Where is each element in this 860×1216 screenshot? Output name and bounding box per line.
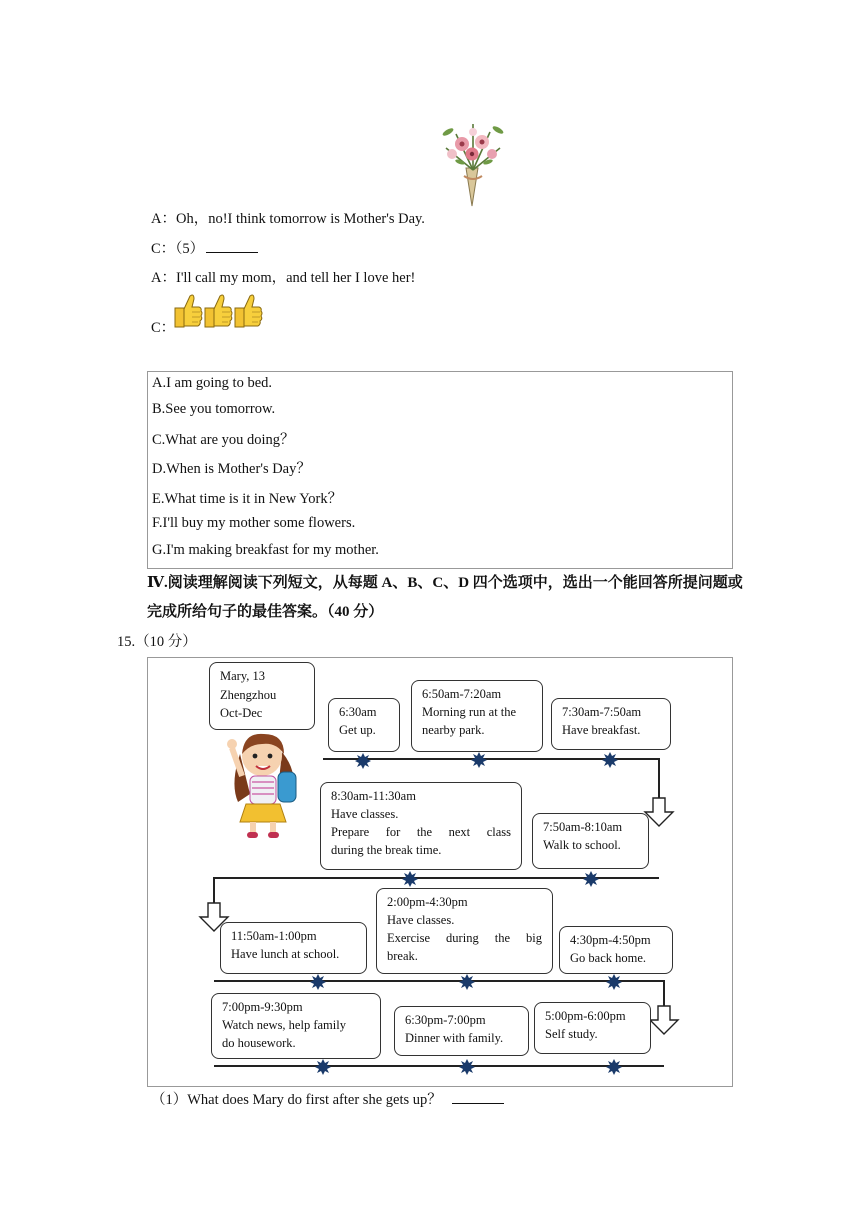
question-1	[151, 1088, 504, 1109]
question-1-text: （1）What does Mary do first after she gets up？	[151, 1092, 442, 1108]
section-heading-line-2: 完成所给句子的最佳答案。（40 分）	[147, 604, 384, 620]
schedule-item-morning-run	[411, 680, 543, 752]
options-box	[147, 371, 733, 569]
schedule-time: 7:00pm-9:30pm	[222, 1000, 303, 1014]
schedule-activity: nearby park.	[422, 723, 485, 737]
schedule-activity: Go back home.	[570, 951, 647, 965]
schedule-time: 6:50am-7:20am	[422, 687, 502, 701]
schedule-item-walk-to-school	[532, 813, 649, 869]
schedule-activity: do housework.	[222, 1036, 296, 1050]
profile-name: Mary, 13	[220, 669, 266, 683]
schedule-time: 7:50am-8:10am	[543, 820, 623, 834]
schedule-time: 11:50am-1:00pm	[231, 929, 317, 943]
schedule-item-get-up	[328, 698, 400, 752]
dialogue-text: I'll call my mom，and tell her I love her!	[175, 270, 416, 286]
schedule-time: 6:30am	[339, 705, 377, 719]
schedule-item-dinner	[394, 1006, 529, 1056]
schedule-activity: Prepare for the next class	[331, 825, 511, 839]
thumbs-up-icon	[172, 292, 264, 330]
schedule-time: 7:30am-7:50am	[562, 705, 642, 719]
option-f: F.I'll buy my mother some flowers.	[152, 515, 356, 531]
schedule-activity: Have classes.	[387, 913, 455, 927]
schedule-activity: Have classes.	[331, 807, 399, 821]
schedule-time: 6:30pm-7:00pm	[405, 1013, 486, 1027]
arrow-down-icon	[650, 1006, 678, 1034]
schedule-activity: Dinner with family.	[405, 1031, 504, 1045]
answer-blank[interactable]	[452, 1102, 504, 1104]
question-number: （5）	[175, 241, 205, 257]
schedule-activity: Have lunch at school.	[231, 947, 340, 961]
schedule-activity: Exercise during the big	[387, 931, 542, 945]
option-b: B.See you tomorrow.	[152, 401, 276, 417]
schedule-activity: break.	[387, 949, 418, 963]
schedule-item-breakfast	[551, 698, 671, 750]
option-c: C.What are you doing？	[152, 432, 295, 448]
schedule-figure	[147, 657, 733, 1087]
schedule-activity: Get up.	[339, 723, 376, 737]
speaker-label: C：	[151, 320, 176, 336]
section-heading-line-1: Ⅳ.阅读理解阅读下列短文，从每题 A、B、C、D 四个选项中，选出一个能回答所提问题或	[147, 575, 743, 591]
speaker-label: A：	[151, 211, 176, 227]
dialogue-line-3	[151, 266, 415, 287]
schedule-time: 8:30am-11:30am	[331, 789, 416, 803]
dialogue-text: Oh，no!I think tomorrow is Mother's Day.	[175, 211, 425, 227]
schedule-activity: Self study.	[545, 1027, 598, 1041]
dialogue-line-2	[151, 237, 258, 258]
option-g: G.I'm making breakfast for my mother.	[152, 542, 379, 558]
option-a: A.I am going to bed.	[152, 375, 273, 391]
schedule-item-lunch	[220, 922, 367, 974]
schedule-activity: during the break time.	[331, 843, 442, 857]
schedule-activity: Watch news, help family	[222, 1018, 346, 1032]
profile-box	[209, 662, 315, 730]
schedule-item-go-home	[559, 926, 673, 974]
schedule-time: 2:00pm-4:30pm	[387, 895, 468, 909]
schedule-time: 5:00pm-6:00pm	[545, 1009, 626, 1023]
question-header: 15.（10 分）	[117, 634, 197, 650]
dialogue-line-1	[151, 207, 425, 228]
schedule-item-classes-afternoon	[376, 888, 553, 974]
profile-city: Zhengzhou	[220, 687, 277, 702]
speaker-label: A：	[151, 270, 176, 286]
flower-bouquet-icon	[436, 114, 510, 210]
schedule-activity: Morning run at the	[422, 705, 517, 719]
girl-cartoon-icon	[220, 724, 306, 840]
schedule-item-news-housework	[211, 993, 381, 1059]
answer-blank[interactable]	[206, 251, 258, 253]
speaker-label: C：	[151, 241, 176, 257]
arrow-down-icon	[645, 798, 673, 826]
profile-period: Oct-Dec	[220, 706, 263, 720]
star-marker-icon	[355, 753, 371, 769]
option-d: D.When is Mother's Day？	[152, 461, 311, 477]
schedule-item-classes-morning	[320, 782, 522, 870]
schedule-time: 4:30pm-4:50pm	[570, 933, 651, 947]
schedule-item-self-study	[534, 1002, 651, 1054]
schedule-activity: Have breakfast.	[562, 723, 641, 737]
option-e: E.What time is it in New York？	[152, 491, 343, 507]
schedule-activity: Walk to school.	[543, 838, 621, 852]
